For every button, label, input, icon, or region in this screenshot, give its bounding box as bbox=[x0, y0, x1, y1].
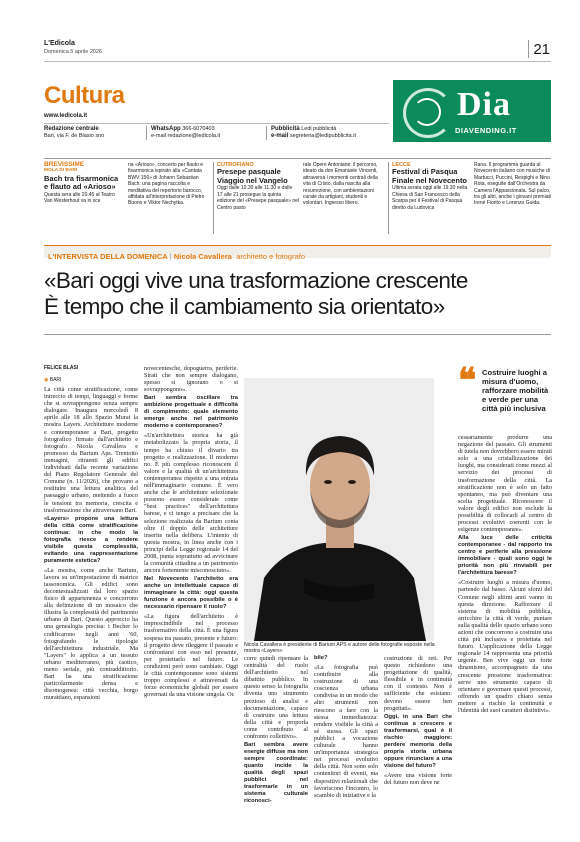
paragraph: La città come stratificazione, come intreccio di tempi, linguaggi e forme che si sovrappongono senza sempre dialogare. Inaugura mercoledì 8 aprile alle 18 allo Spazio Murat la mostra Layers. Architetture moderne e contemporanee a Bari, progetto fotografico firmato dall'architetto e fotografo Nicola Cavallera e promosso da Barium Aps. Trentotto immagini, ritraenti gli edifici individuati dalla recente variazione del Piano Regolatore Generale del Comune (n. 11/2026), che provano a restituire una lettura analitica del paesaggio urbano, mettendo a fuoco le tensioni tra memoria, crescita e trasformazione che attraversano Bari. bbox=[44, 386, 138, 514]
info-pubblicita bbox=[271, 126, 391, 140]
headline-rule bbox=[44, 334, 551, 335]
masthead-date: Domenica 5 aprile 2026 bbox=[44, 49, 103, 55]
pull-quote bbox=[458, 365, 552, 435]
location-pin-icon: ◉ bbox=[44, 377, 49, 383]
dia-url: DIAVENDING.IT bbox=[455, 126, 517, 135]
headline-line-2: È tempo che il cambiamento sia orientato» bbox=[44, 294, 445, 319]
brief-location: LECCE bbox=[392, 162, 411, 168]
brief-headline: Bach tra fisarmonica e flauto ad «Arioso» bbox=[44, 173, 119, 192]
whatsapp-label: WhatsApp bbox=[151, 126, 181, 132]
portrait-illustration bbox=[244, 378, 434, 641]
article-column-5 bbox=[384, 655, 452, 836]
quote-mark-icon: ❝ bbox=[458, 363, 477, 400]
brief-location: CUTROFIANO bbox=[217, 162, 254, 168]
dia-logo-text: Dia bbox=[457, 86, 511, 123]
paragraph: cessariamente produrre una negazione del passato. Gli strumenti di tutela non dovrebbero essere mirati solo a una cristallizzazione dei luoghi, ma considerati come mezzi al servizio dei processi di trasformazione della città. La stratificazione non è solo un fatto spontaneo, ma può diventare una scelta progettuale. Riconoscere il valore degli edifici non esclude la possibilità di collocarli al centro di processi evolutivi coerenti con le esigenze contemporanee». bbox=[458, 434, 552, 534]
brief-section-label: BREVISSIME bbox=[44, 161, 85, 168]
brief-mola bbox=[44, 162, 124, 205]
info-whatsapp bbox=[151, 126, 261, 140]
brief-lecce bbox=[392, 162, 470, 211]
paragraph: novecentesche, dopoguerra, periferie. Strati che non sempre dialogano, spesso si ignorano o si sovrappongono». bbox=[144, 365, 238, 394]
byline-place-text: BARI bbox=[49, 377, 62, 383]
paragraph: «Costruire luoghi a misura d'uomo, partendo dal basso. Alcuni sforzi del Comune negli ultimi anni vanno in questa direzione. Rafforzare il sistema di mobilità pubblica, arricchire la città di verde, puntare sulla qualità dello spazio urbano sono azioni che concorrono a costruire una città più inclusiva e proiettata nel futuro. L'applicazione della Legge regionale 14 rappresenta una priorità urgente. Ben vive oggi un forte dinamismo, accompagnato da una crescente pressione trasformativa: serve uno strumento capace di orientare e governare questi processi, offrendo un quadro chiaro senza mettere a rischio la continuità e l'identità dei suoi caratteri distintivi». bbox=[458, 579, 552, 714]
redazione-text: Bari, via F. de Blasio sno bbox=[44, 133, 105, 139]
portrait-photo bbox=[244, 378, 434, 641]
brief-text: Oggi dalle 10.30 alle 11.30 e dalle 17 alle 21 prosegue la quinta edizione del «Presepe pasquale» nel Centro pasto bbox=[217, 185, 300, 211]
paragraph: «La mostra, come anche Barium, lavora su un'impostazione di matrice tassonomica. Gli edifici sono decontestualizzati dal loro spazio fisico di appartenenza e concorrono alla definizione di un mosaico che illustra la complessità del patrimonio urbano di Bari. Questo approccio ha una genealogia precisa: i Becher lo codificarono negli anni '60, fotografando le tipologie dell'architettura industriale. Ma "Layers" lo applica a un tessuto urbano mediterraneo, più caotico, meno seriale, più contraddittorio. Bari ha una stratificazione particolarmente densa e disomogenea: città vecchia, borgo murattiano, espansioni bbox=[44, 566, 138, 702]
interviewee-role: architetto e fotografo bbox=[236, 252, 306, 261]
pull-quote-text: Costruire luoghi a misura d'uomo, rafforzare mobilità e verde per una città più inclusiva bbox=[482, 368, 549, 413]
question: Bari sembra avere energie diffuse ma non sempre coordinate: quanto incide la qualità degli spazi pubblici nel trasformarle in un sistema culturale riconosci- bbox=[244, 742, 308, 805]
redazione-label: Redazione centrale bbox=[44, 126, 99, 132]
headline-line-1: «Bari oggi vive una trasformazione crescente bbox=[44, 268, 468, 293]
brief-text: na «Arioso», concerto per flauto e fisarmonica ispirato alla «Cantata BWV 156» di Johann Sebastian Bach: una pagina raccolta e meditativa del repertorio barocco, affidata all'interpretazione di Pietro Buono e Viktor Nechytka. bbox=[128, 162, 205, 207]
paragraph: costruzione di reti. Per questo richiedono una progettazione di qualità, flessibile e in continuità con il contesto. Non è sufficiente che esistano: devono essere ben progettati». bbox=[384, 655, 452, 712]
brief-text: Ultima serata oggi alle 19.30 nella Chiesa di San Francesco della Scarpa per il Festival di Pasqua diretto da Ludovica bbox=[392, 185, 468, 211]
paragraph: «Un'architettura storica ha già metabolizzato la propria storia, il tempo ha chiuso il divario tra progetto e realizzazione. Il moderno no. È più complesso riconoscere il valore e la qualità di un'architettura contemporanea rispetto a una entrata nell'immaginario comune. È vero anche che le architetture selezionate possono essere considerate come "best practices" dell'architettura barese, e ci tengo a precisare che la selezione realizzata da Barium conta oltre il doppio delle architetture inserite nella delibera. L'intento di questa mostra, in linea anche con i principi della Legge regionale 14 del 2008, punta soprattutto ad avvicinare la comunità cittadina a un patrimonio ancora fortemente misconosciuto». bbox=[144, 432, 238, 575]
whatsapp-number: 366-6070403 bbox=[182, 126, 215, 132]
byline-author: FELICE BLASI bbox=[44, 365, 79, 371]
byline-place bbox=[44, 377, 61, 383]
paragraph: «La fotografia può contribuire alla costruzione di una coscienza urbana condivisa in un modo che altri strumenti non riescono a fare con la stessa immediatezza: rendere visibile la città a sé stessa. Gli spazi pubblici a vocazione culturale hanno un'importanza strategica nei processi evolutivi della città. Non sono solo contenitori di eventi, ma dispositivi relazionali che favoriscono l'incontro, lo scambio di iniziative e la bbox=[314, 664, 378, 799]
question: Alla luce delle criticità contemporanee - dal rapporto tra centro e periferie alla pressione immobiliare - quali sono oggi le priorità non più rinviabili per l'architettura barese? bbox=[458, 535, 552, 577]
section-website: www.ledicola.it bbox=[44, 113, 88, 119]
interview-label: L'INTERVISTA DELLA DOMENICA bbox=[48, 252, 168, 261]
masthead-name: L'Edicola bbox=[44, 40, 75, 47]
brief-headline: Presepe pasquale Viaggio nel Vangelo bbox=[217, 167, 288, 185]
brief-divider bbox=[388, 162, 389, 234]
interview-section-bar bbox=[44, 245, 551, 261]
article-column-1 bbox=[44, 386, 138, 836]
paragraph: corre quindi ripensare la centralità del ruolo dell'architetto nel dibattito pubblico. In questo senso la fotografia diventa uno strumento prezioso di analisi e documentazione, capace di costruire una lettura della città e proporla come contributo al confronto collettivo». bbox=[244, 655, 308, 741]
brief-text: Rana. Il programma guarda al Novecento italiano con musiche di Martucci, Puccini, Respighi e Nino Rota, eseguite dall'Orchestra da Camera l'Appassionata. Sul palco, tra gli altri, anche i giovani premiati Irené Fiorito e Lorenzo Guida. bbox=[474, 162, 551, 207]
article-column-6 bbox=[458, 434, 552, 836]
page-number-divider bbox=[528, 40, 529, 58]
pub-email-label: e-mail bbox=[271, 133, 289, 139]
article-column-2 bbox=[144, 365, 238, 836]
brief-mola-cont bbox=[128, 162, 210, 207]
article-headline bbox=[44, 268, 554, 320]
question: Oggi, in una Bari che continua a crescere e trasformarsi, qual è il rischio maggiore: perdere memoria della propria storia urbana oppure rinunciare a una visione del futuro? bbox=[384, 713, 452, 769]
info-rule bbox=[44, 123, 389, 124]
brief-divider bbox=[213, 162, 214, 234]
photo-caption: Nicola Cavallera è presidente di Barium APS e autore delle fotografie esposte nella mostra «Layers» bbox=[244, 642, 435, 654]
question: «Layers» propone una lettura della città come stratificazione continua: in che modo la fotografia riesce a rendere visibile questa complessità, evitando una rappresentazione puramente estetica? bbox=[44, 515, 138, 564]
info-divider bbox=[146, 126, 147, 140]
whatsapp-email: e-mail redazione@ledicola.it bbox=[151, 133, 221, 139]
brief-text: Questa sera alle 20.45 al Teatro Van Westerhout va in sce bbox=[44, 191, 115, 205]
brief-cutrofiano bbox=[217, 162, 299, 211]
paragraph: «La figura dell'architetto è imprescindibile nel processo trasformativo della città. È una figura sospesa tra passato, presente e futuro: il progetto deve rileggere il passato e confrontarsi con esso nel presente, per proiettarlo nel futuro. Le condizioni però sono cambiate. Oggi le città contemporanee sono sistemi troppo complessi e attraversati da forze economiche globali per essere governati da una visione singola. Oc bbox=[144, 613, 238, 699]
info-divider bbox=[266, 126, 267, 140]
question: bile? bbox=[314, 655, 328, 661]
info-redazione bbox=[44, 126, 144, 140]
brief-headline: Festival di Pasqua Finale nel Novecento bbox=[392, 167, 468, 185]
brief-text: rale Opere Antoniane: il percorso, ideato da don Emanuele Vincenti, attraversa i momenti centrali della vita di Cristo, dalla nascita alla resurrezione, con ambientazioni curate da artigiani, studenti e volontari. Ingresso libero. bbox=[303, 162, 378, 207]
page-number: 21 bbox=[533, 41, 550, 58]
brief-location: MOLA DI BARI bbox=[44, 168, 78, 174]
top-rule bbox=[44, 61, 551, 62]
question: Bari sembra oscillare tra ambizione progettuale e difficoltà di compimento: quale elemento emerge anche nel patrimonio moderno e contemporaneo? bbox=[144, 395, 238, 430]
brief-lecce-cont bbox=[474, 162, 552, 207]
brief-cutrofiano-cont bbox=[303, 162, 385, 207]
paragraph: «Avere una visione forte del futuro non deve ne bbox=[384, 771, 452, 786]
question: Nel Novecento l'architetto era anche un intellettuale capace di immaginare la città: oggi questa funzione è ancora possibile o è necessario ripensare il ruolo? bbox=[144, 576, 238, 611]
interview-separator: | bbox=[167, 252, 174, 261]
dia-advertisement[interactable] bbox=[393, 80, 551, 142]
section-title: Cultura bbox=[44, 82, 125, 109]
dia-logo-mark-icon bbox=[413, 98, 441, 126]
pub-text: Ledi pubblicità bbox=[301, 126, 337, 132]
interviewee-name: Nicola Cavallera bbox=[173, 252, 232, 261]
briefs-rule bbox=[44, 158, 551, 159]
pub-email: segreteria@ledipubblicita.it bbox=[289, 133, 356, 139]
article-column-4 bbox=[314, 655, 378, 836]
pub-label: Pubblicità bbox=[271, 126, 300, 132]
article-column-3 bbox=[244, 655, 308, 836]
